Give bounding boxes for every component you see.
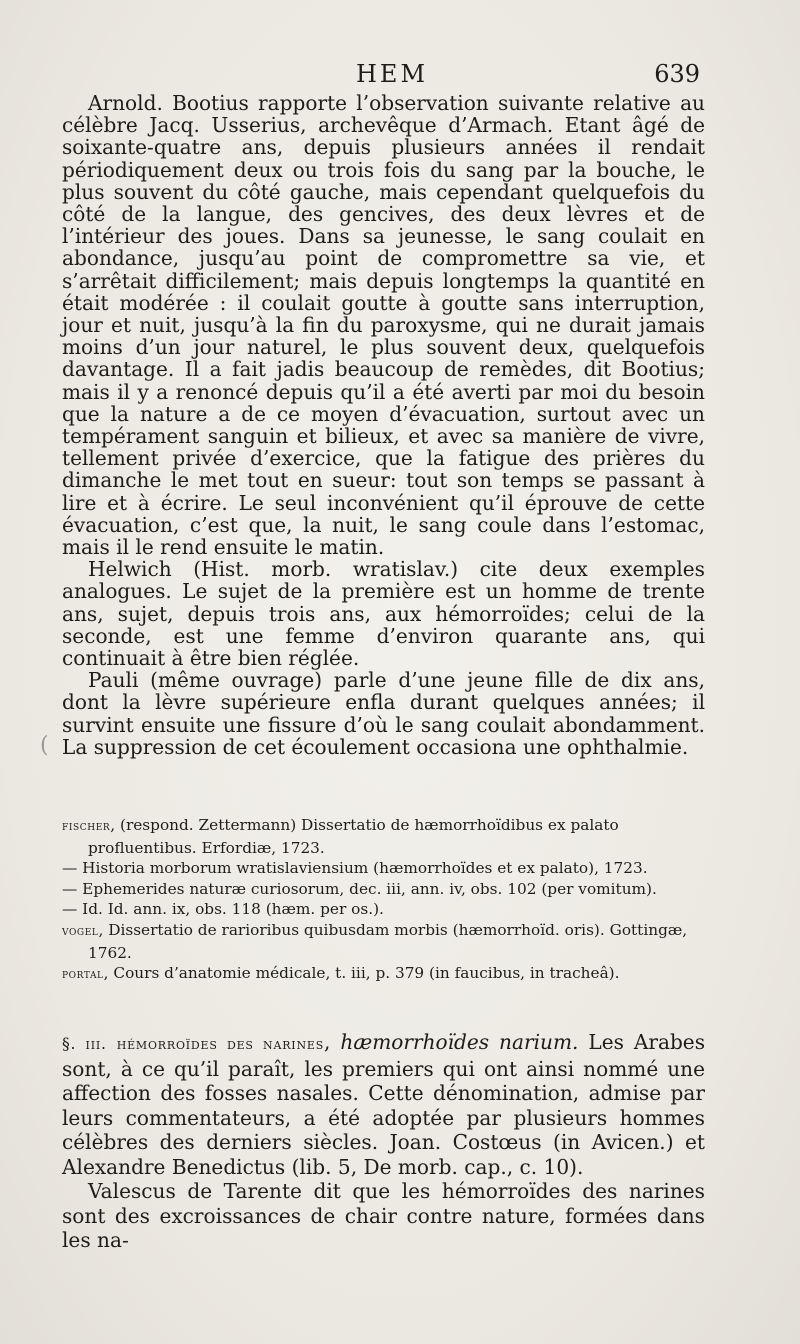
bibliography	[62, 815, 707, 986]
bibliography-entry: vogel, Dissertatio de rarioribus quibusdam morbis (hæmorrhoïd. oris). Gottingæ, 1762.	[62, 920, 688, 962]
section-latin-title: hæmorrhoïdes narium.	[340, 1030, 579, 1054]
section-hemorroides-narines	[62, 1030, 705, 1253]
page-number: 639	[654, 60, 700, 88]
bibliography-entry: — Ephemerides naturæ curiosorum, dec. iii, ann. iv, obs. 102 (per vomitum).	[62, 879, 657, 898]
paragraph-pauli: Pauli (même ouvrage) parle d’une jeune fille de dix ans, dont la lèvre supérieure enfla durant quelques années; il survint ensuite une fissure d’où le sang coulait abondamment. La suppression de cet écoulement occasiona une ophthalmie.	[62, 668, 705, 759]
page-header	[0, 60, 800, 90]
main-text	[62, 92, 705, 758]
section-title: hémorroïdes des narines	[116, 1035, 325, 1053]
section-heading: §. iii. hémorroïdes des narines, hæmorrhoïdes narium. Les Arabes sont, à ce qu’il paraît, les premiers qui ont ainsi nommé une affection des fosses nasales. Cette dénomination, admise par leurs commentateurs, a été adoptée par plusieurs hommes célèbres des derniers siècles. Joan. Costœus (in Avicen.) et Alexandre Benedictus (lib. 5, De morb. cap., c. 10).	[62, 1030, 706, 1179]
paragraph-helwich: Helwich (Hist. morb. wratislav.) cite deux exemples analogues. Le sujet de la première est un homme de trente ans, sujet, depuis trois ans, aux hémorroïdes; celui de la seconde, est une femme d’environ quarante ans, qui continuait à être bien réglée.	[62, 557, 705, 671]
section-number: §. iii.	[62, 1035, 107, 1053]
paragraph-bootius: Arnold. Bootius rapporte l’observation suivante relative au célèbre Jacq. Usserius, archevêque d’Armach. Etant âgé de soixante-quatre ans, depuis plusieurs années il rendait périodiquement deux ou trois fois du sang par la bouche, le plus souvent du côté gauche, mais cependant quelquefois du côté de la langue, des gencives, des deux lèvres et de l’intérieur des joues. Dans sa jeunesse, le sang coulait en abondance, jusqu’au point de compromettre sa vie, et s’arrêtait difficilement; mais depuis longtemps la quantité en était modérée : il coulait goutte à goutte sans interruption, jour et nuit, jusqu’à la fin du paroxysme, qui ne durait jamais moins d’un jour naturel, le plus souvent deux, quelquefois davantage. Il a fait jadis beaucoup de remèdes, dit Bootius; mais il y a renoncé depuis qu’il a été averti par moi du besoin que la nature a de ce moyen d’évacuation, surtout avec un tempérament sanguin et bilieux, et avec sa manière de vivre, tellement privée d’exercice, que la fatigue des prières du dimanche le met tout en sueur: tout son temps se passant à lire et à écrire. Le seul inconvénient qu’il éprouve de cette évacuation, c’est que, la nuit, le sang coule dans l’estomac, mais il le rend ensuite le matin.	[62, 91, 705, 560]
running-head: HEM	[356, 60, 429, 88]
bibliography-entry: fischer, (respond. Zettermann) Dissertatio de hæmorrhoïdibus ex palato profluentibus. Erfordiæ, 1723.	[62, 816, 619, 857]
bibliography-entry: — Historia morborum wratislaviensium (hæmorrhoïdes et ex palato), 1723.	[62, 859, 648, 878]
margin-mark: (	[40, 733, 49, 758]
section-text: Les Arabes sont, à ce qu’il paraît, les premiers qui ont ainsi nommé une affection des fosses nasales. Cette dénomination, admise par leurs commentateurs, a été adoptée par plusieurs hommes célèbres des derniers siècles. Joan. Costœus (in Avicen.) et Alexandre Benedictus (lib. 5, De morb. cap., c. 10).	[62, 1030, 706, 1179]
section-paragraph-2: Valescus de Tarente dit que les hémorroïdes des narines sont des excroissances de chair contre nature, formées dans les na-	[62, 1179, 705, 1252]
bibliography-entry: portal, Cours d’anatomie médicale, t. iii, p. 379 (in faucibus, in tracheâ).	[62, 964, 620, 983]
bibliography-entry: — Id. Id. ann. ix, obs. 118 (hæm. per os.).	[62, 900, 384, 919]
